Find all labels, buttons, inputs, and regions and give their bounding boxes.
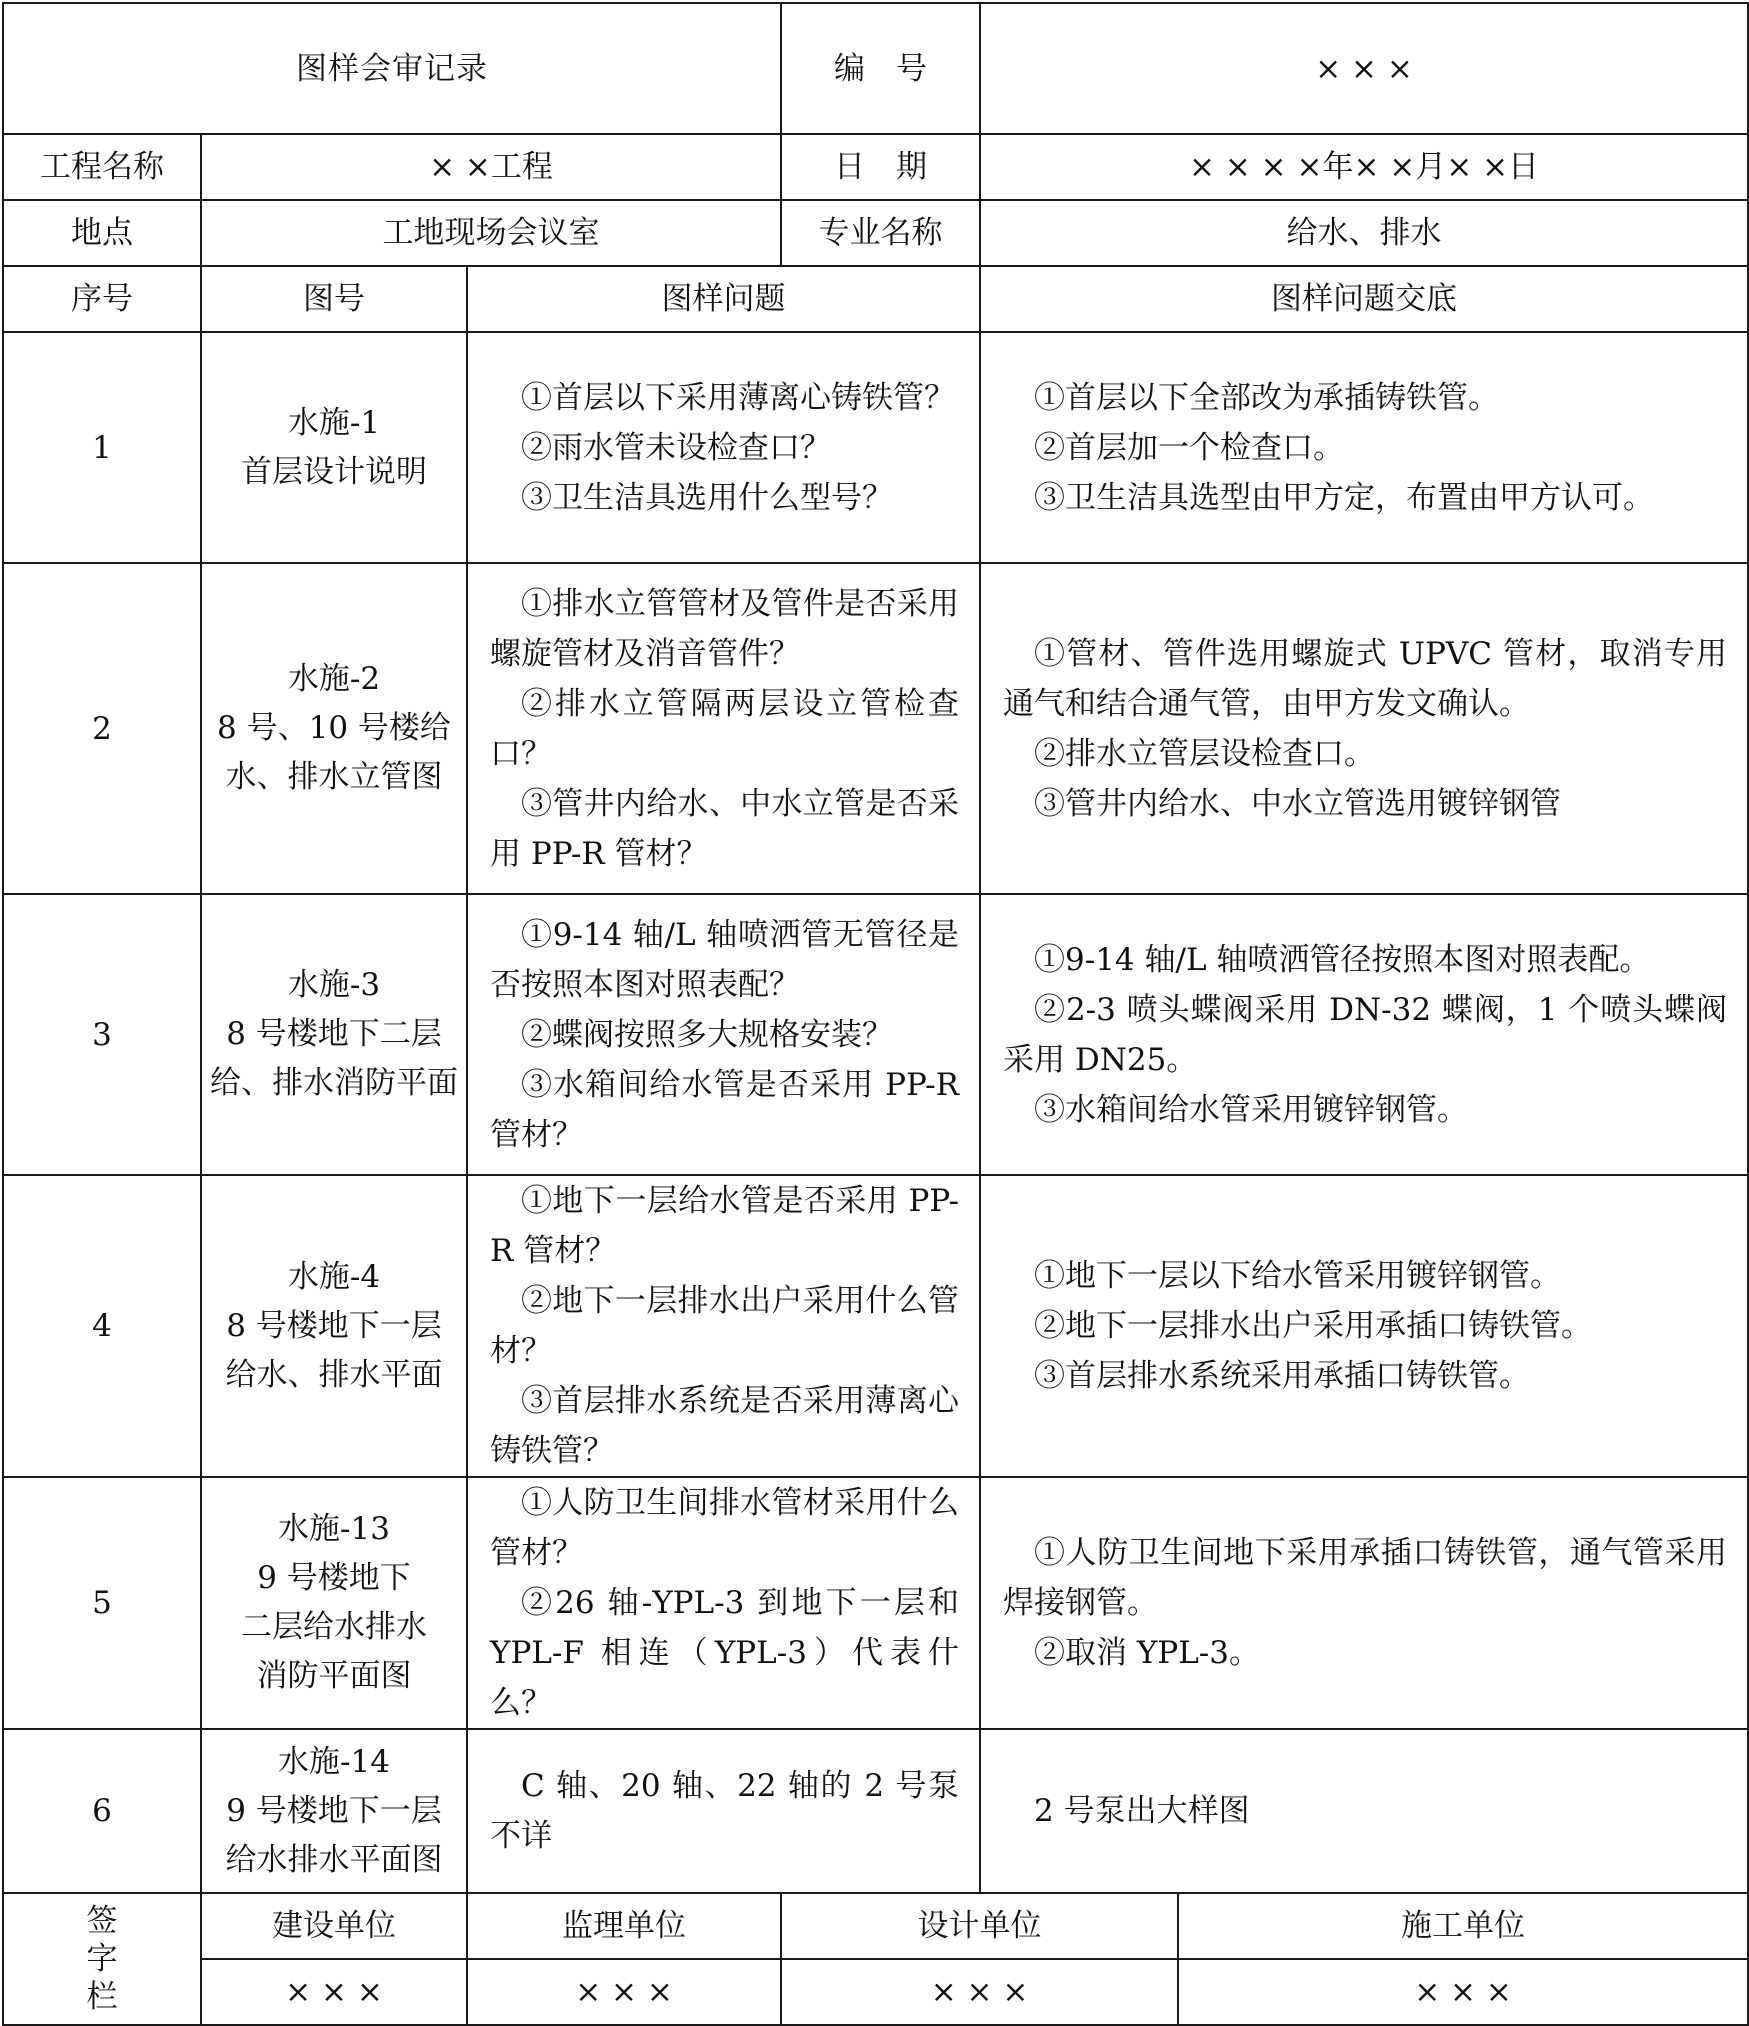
drawing-line: 水施-13 bbox=[278, 1511, 390, 1547]
drawing-line: 给、排水消防平面 bbox=[210, 1065, 458, 1101]
issue-item: ③水箱间给水管是否采用 PP-R 管材？ bbox=[490, 1066, 960, 1153]
row-issue bbox=[467, 894, 980, 1175]
specialty-label: 专业名称 bbox=[781, 200, 980, 266]
row-seq: 5 bbox=[3, 1477, 201, 1729]
signature-contractor-value: × × × bbox=[1178, 1959, 1748, 2025]
signature-label-char: 签 bbox=[86, 1903, 118, 1939]
reply-item: 2 号泵出大样图 bbox=[1034, 1793, 1250, 1829]
reply-item: ①9-14 轴/L 轴喷洒管径按照本图对照表配。 bbox=[1034, 941, 1651, 978]
row-issue bbox=[467, 1729, 980, 1893]
table-row bbox=[3, 894, 1748, 1175]
signature-unit-designer: 设计单位 bbox=[781, 1893, 1178, 1959]
drawing-line: 水施-14 bbox=[278, 1743, 390, 1780]
drawing-line: 9 号楼地下一层 bbox=[226, 1792, 442, 1829]
issue-item: ①首层以下采用薄离心铸铁管？ bbox=[521, 379, 955, 416]
col-header-drawing-no: 图号 bbox=[201, 266, 467, 332]
signature-column-label bbox=[3, 1893, 201, 2025]
drawing-review-record-form bbox=[2, 2, 1747, 2015]
location-value: 工地现场会议室 bbox=[201, 200, 781, 266]
table-row bbox=[3, 563, 1748, 894]
issue-item: ①排水立管管材及管件是否采用螺旋管材及消音管件？ bbox=[490, 585, 960, 672]
col-header-issue: 图样问题 bbox=[467, 266, 980, 332]
project-label: 工程名称 bbox=[3, 134, 201, 200]
date-label: 日 期 bbox=[781, 134, 980, 200]
project-row bbox=[3, 134, 1748, 200]
signature-designer-value: × × × bbox=[781, 1959, 1178, 2025]
issue-item: ①地下一层给水管是否采用 PP-R 管材？ bbox=[490, 1183, 960, 1269]
drawing-line: 水施-4 bbox=[287, 1258, 381, 1295]
row-reply bbox=[980, 563, 1748, 894]
col-header-reply: 图样问题交底 bbox=[980, 266, 1748, 332]
row-drawing-no bbox=[201, 1729, 467, 1893]
row-drawing-no bbox=[201, 1477, 467, 1729]
drawing-line: 水施-3 bbox=[287, 967, 381, 1003]
project-value: × ×工程 bbox=[201, 134, 781, 200]
issue-item: ②26 轴-YPL-3 到地下一层和 YPL-F 相连（YPL-3）代表什么？ bbox=[490, 1585, 960, 1721]
row-seq: 3 bbox=[3, 894, 201, 1175]
row-issue bbox=[467, 332, 980, 563]
reply-item: ③首层排水系统采用承插口铸铁管。 bbox=[1034, 1358, 1531, 1394]
specialty-value: 给水、排水 bbox=[980, 200, 1748, 266]
title-row bbox=[3, 3, 1748, 134]
issue-item: C 轴、20 轴、22 轴的 2 号泵不详 bbox=[490, 1768, 960, 1854]
location-row bbox=[3, 200, 1748, 266]
signature-label-char: 栏 bbox=[86, 1979, 118, 2015]
drawing-line: 8 号、10 号楼给 bbox=[217, 710, 451, 746]
reply-item: ①地下一层以下给水管采用镀锌钢管。 bbox=[1034, 1258, 1562, 1294]
row-reply bbox=[980, 1477, 1748, 1729]
issue-item: ②雨水管未设检查口？ bbox=[521, 429, 831, 466]
reply-item: ①管材、管件选用螺旋式 UPVC 管材，取消专用通气和结合通气管，由甲方发文确认。 bbox=[1003, 635, 1728, 722]
issue-item: ③卫生洁具选用什么型号？ bbox=[521, 479, 893, 516]
row-drawing-no bbox=[201, 894, 467, 1175]
reply-item: ②排水立管层设检查口。 bbox=[1034, 735, 1376, 772]
drawing-line: 水施-2 bbox=[287, 661, 381, 697]
issue-item: ②蝶阀按照多大规格安装？ bbox=[521, 1016, 893, 1053]
issue-item: ③管井内给水、中水立管是否采用 PP-R 管材？ bbox=[490, 785, 960, 872]
drawing-line: 首层设计说明 bbox=[241, 453, 427, 490]
signature-units-row bbox=[3, 1893, 1748, 1959]
row-seq: 1 bbox=[3, 332, 201, 563]
drawing-line: 水施-1 bbox=[287, 404, 381, 441]
col-header-seq: 序号 bbox=[3, 266, 201, 332]
reply-item: ②取消 YPL-3。 bbox=[1034, 1635, 1260, 1671]
signature-label-char: 字 bbox=[86, 1941, 118, 1977]
row-seq: 4 bbox=[3, 1175, 201, 1477]
issue-item: ②排水立管隔两层设立管检查口？ bbox=[490, 685, 960, 772]
drawing-line: 给水、排水平面 bbox=[225, 1356, 443, 1393]
number-label: 编 号 bbox=[781, 3, 980, 134]
row-drawing-no bbox=[201, 332, 467, 563]
number-value: × × × bbox=[980, 3, 1748, 134]
row-drawing-no bbox=[201, 1175, 467, 1477]
drawing-line: 二层给水排水 bbox=[241, 1609, 427, 1645]
signature-supervisor-value: × × × bbox=[467, 1959, 781, 2025]
reply-item: ③管井内给水、中水立管选用镀锌钢管 bbox=[1034, 785, 1562, 822]
drawing-line: 8 号楼地下一层 bbox=[226, 1307, 442, 1344]
drawing-line: 水、排水立管图 bbox=[225, 759, 443, 795]
drawing-line: 给水排水平面图 bbox=[225, 1841, 443, 1878]
reply-item: ①人防卫生间地下采用承插口铸铁管，通气管采用焊接钢管。 bbox=[1003, 1535, 1728, 1621]
column-header-row bbox=[3, 266, 1748, 332]
row-issue bbox=[467, 1477, 980, 1729]
row-seq: 6 bbox=[3, 1729, 201, 1893]
reply-item: ③水箱间给水管采用镀锌钢管。 bbox=[1034, 1091, 1469, 1128]
drawing-line: 9 号楼地下 bbox=[257, 1560, 411, 1596]
table-row bbox=[3, 332, 1748, 563]
signature-unit-owner: 建设单位 bbox=[201, 1893, 467, 1959]
issue-item: ①人防卫生间排水管材采用什么管材？ bbox=[490, 1485, 960, 1571]
reply-item: ①首层以下全部改为承插铸铁管。 bbox=[1034, 379, 1500, 416]
issue-item: ②地下一层排水出户采用什么管材？ bbox=[490, 1283, 960, 1369]
row-reply bbox=[980, 1175, 1748, 1477]
row-reply bbox=[980, 332, 1748, 563]
drawing-line: 8 号楼地下二层 bbox=[226, 1016, 442, 1052]
table-row bbox=[3, 1175, 1748, 1477]
issue-item: ①9-14 轴/L 轴喷洒管无管径是否按照本图对照表配？ bbox=[490, 916, 960, 1003]
date-value: × × × ×年× ×月× ×日 bbox=[980, 134, 1748, 200]
row-issue bbox=[467, 563, 980, 894]
signature-unit-contractor: 施工单位 bbox=[1178, 1893, 1748, 1959]
row-issue bbox=[467, 1175, 980, 1477]
drawing-line: 消防平面图 bbox=[256, 1658, 412, 1694]
signature-values-row bbox=[3, 1959, 1748, 2025]
location-label: 地点 bbox=[3, 200, 201, 266]
issue-item: ③首层排水系统是否采用薄离心铸铁管？ bbox=[490, 1383, 960, 1469]
reply-item: ③卫生洁具选型由甲方定，布置由甲方认可。 bbox=[1034, 479, 1655, 516]
row-seq: 2 bbox=[3, 563, 201, 894]
record-table bbox=[2, 2, 1749, 2026]
reply-item: ②2-3 喷头蝶阀采用 DN-32 蝶阀，1 个喷头蝶阀采用 DN25。 bbox=[1003, 991, 1728, 1078]
signature-owner-value: × × × bbox=[201, 1959, 467, 2025]
form-title: 图样会审记录 bbox=[3, 3, 781, 134]
signature-unit-supervisor: 监理单位 bbox=[467, 1893, 781, 1959]
table-row bbox=[3, 1477, 1748, 1729]
reply-item: ②地下一层排水出户采用承插口铸铁管。 bbox=[1034, 1308, 1593, 1344]
row-reply bbox=[980, 1729, 1748, 1893]
reply-item: ②首层加一个检查口。 bbox=[1034, 429, 1345, 466]
table-row bbox=[3, 1729, 1748, 1893]
row-drawing-no bbox=[201, 563, 467, 894]
row-reply bbox=[980, 894, 1748, 1175]
